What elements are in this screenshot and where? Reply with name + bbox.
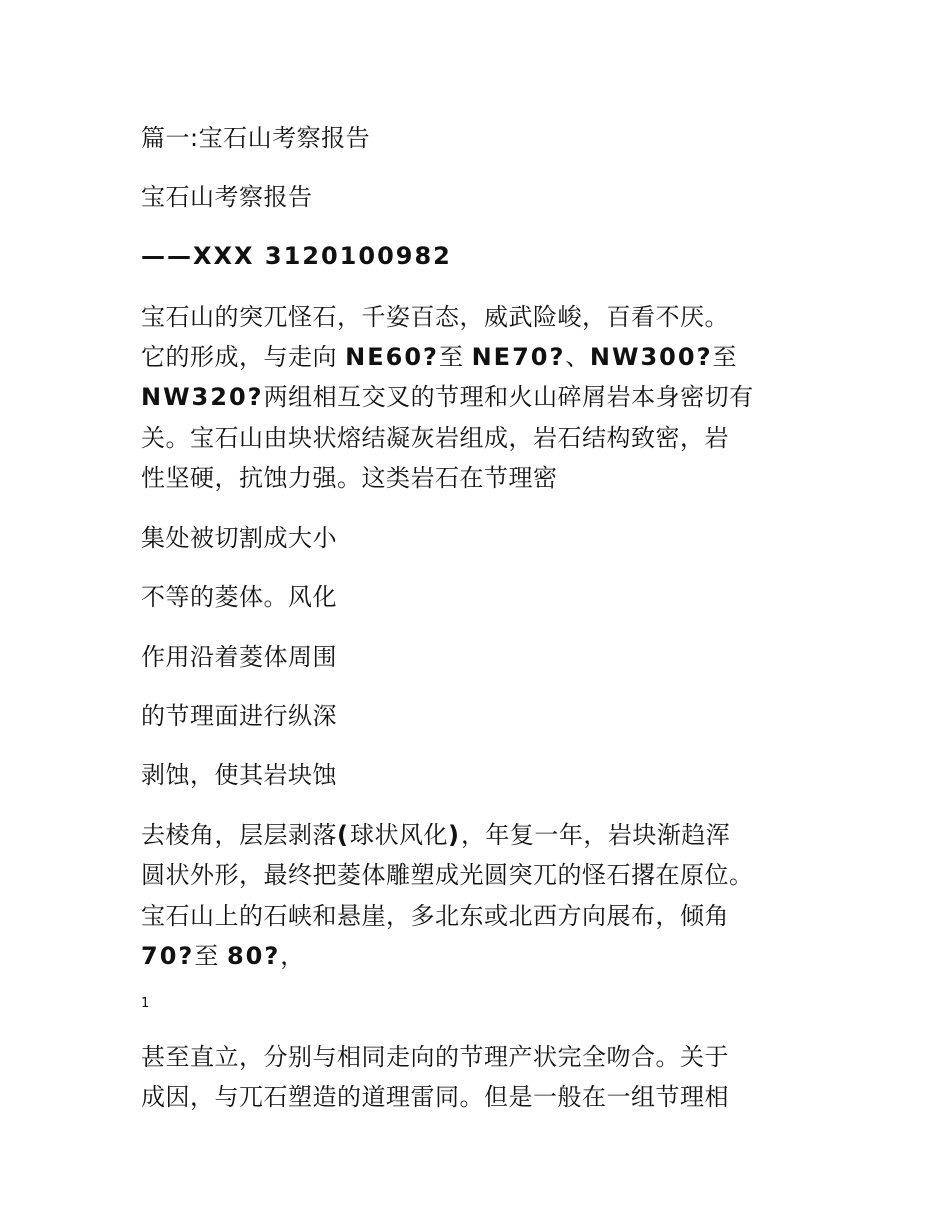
para2-line2: 圆状外形，最终把菱体雕塑成光圆突兀的怪石撂在原位。 [141, 861, 754, 889]
angle-value: 80? [226, 942, 281, 970]
para2-line4 [141, 936, 305, 976]
text-span: 去棱角，层层剥落 [141, 821, 337, 849]
paren: ) [447, 821, 461, 849]
paren: ( [337, 821, 350, 849]
short-line-2: 不等的菱体。风化 [141, 583, 337, 611]
author-line: ——XXX 3120100982 [141, 242, 452, 270]
para1-line4: 关。宝石山由块状熔结凝灰岩组成，岩石结构致密，岩 [141, 424, 729, 452]
bearing-value: NW300? [589, 343, 713, 371]
page-number: 1 [141, 996, 150, 1011]
short-line-5: 剥蚀，使其岩块蚀 [141, 761, 337, 789]
text-span: 两组相互交叉的节理和火山碎屑岩本身密切有 [263, 383, 754, 411]
text-span: 至 [194, 942, 227, 970]
report-title: 宝石山考察报告 [141, 183, 313, 211]
para1-line2 [141, 337, 737, 377]
text-span: 球状风化 [349, 821, 448, 849]
para1-line3 [141, 377, 754, 417]
bearing-value: NW320? [141, 383, 264, 411]
angle-value: 70? [141, 942, 195, 970]
text-span: 、 [565, 343, 590, 371]
bearing-value: NE70? [471, 343, 566, 371]
para3-line2: 成因，与兀石塑造的道理雷同。但是一般在一组节理相 [141, 1083, 729, 1111]
para2-line1 [141, 815, 730, 855]
short-line-4: 的节理面进行纵深 [141, 702, 337, 730]
text-span: ，年复一年，岩块渐趋浑 [460, 821, 731, 849]
para3-line1: 甚至直立，分别与相同走向的节理产状完全吻合。关于 [141, 1043, 729, 1071]
para1-line1: 宝石山的突兀怪石，千姿百态，威武险峻，百看不厌。 [141, 303, 729, 331]
text-span: ， [280, 942, 305, 970]
short-line-3: 作用沿着菱体周围 [141, 643, 337, 671]
bearing-value: NE60? [345, 343, 439, 371]
para2-line3: 宝石山上的石峡和悬崖，多北东或北西方向展布，倾角 [141, 902, 729, 930]
short-line-1: 集处被切割成大小 [141, 524, 337, 552]
text-span: 它的形成，与走向 [141, 343, 346, 371]
text-span: 至 [712, 343, 737, 371]
section-heading: 篇一:宝石山考察报告 [141, 124, 371, 152]
text-span: 至 [438, 343, 472, 371]
para1-line5: 性坚硬，抗蚀力强。这类岩石在节理密 [141, 464, 558, 492]
